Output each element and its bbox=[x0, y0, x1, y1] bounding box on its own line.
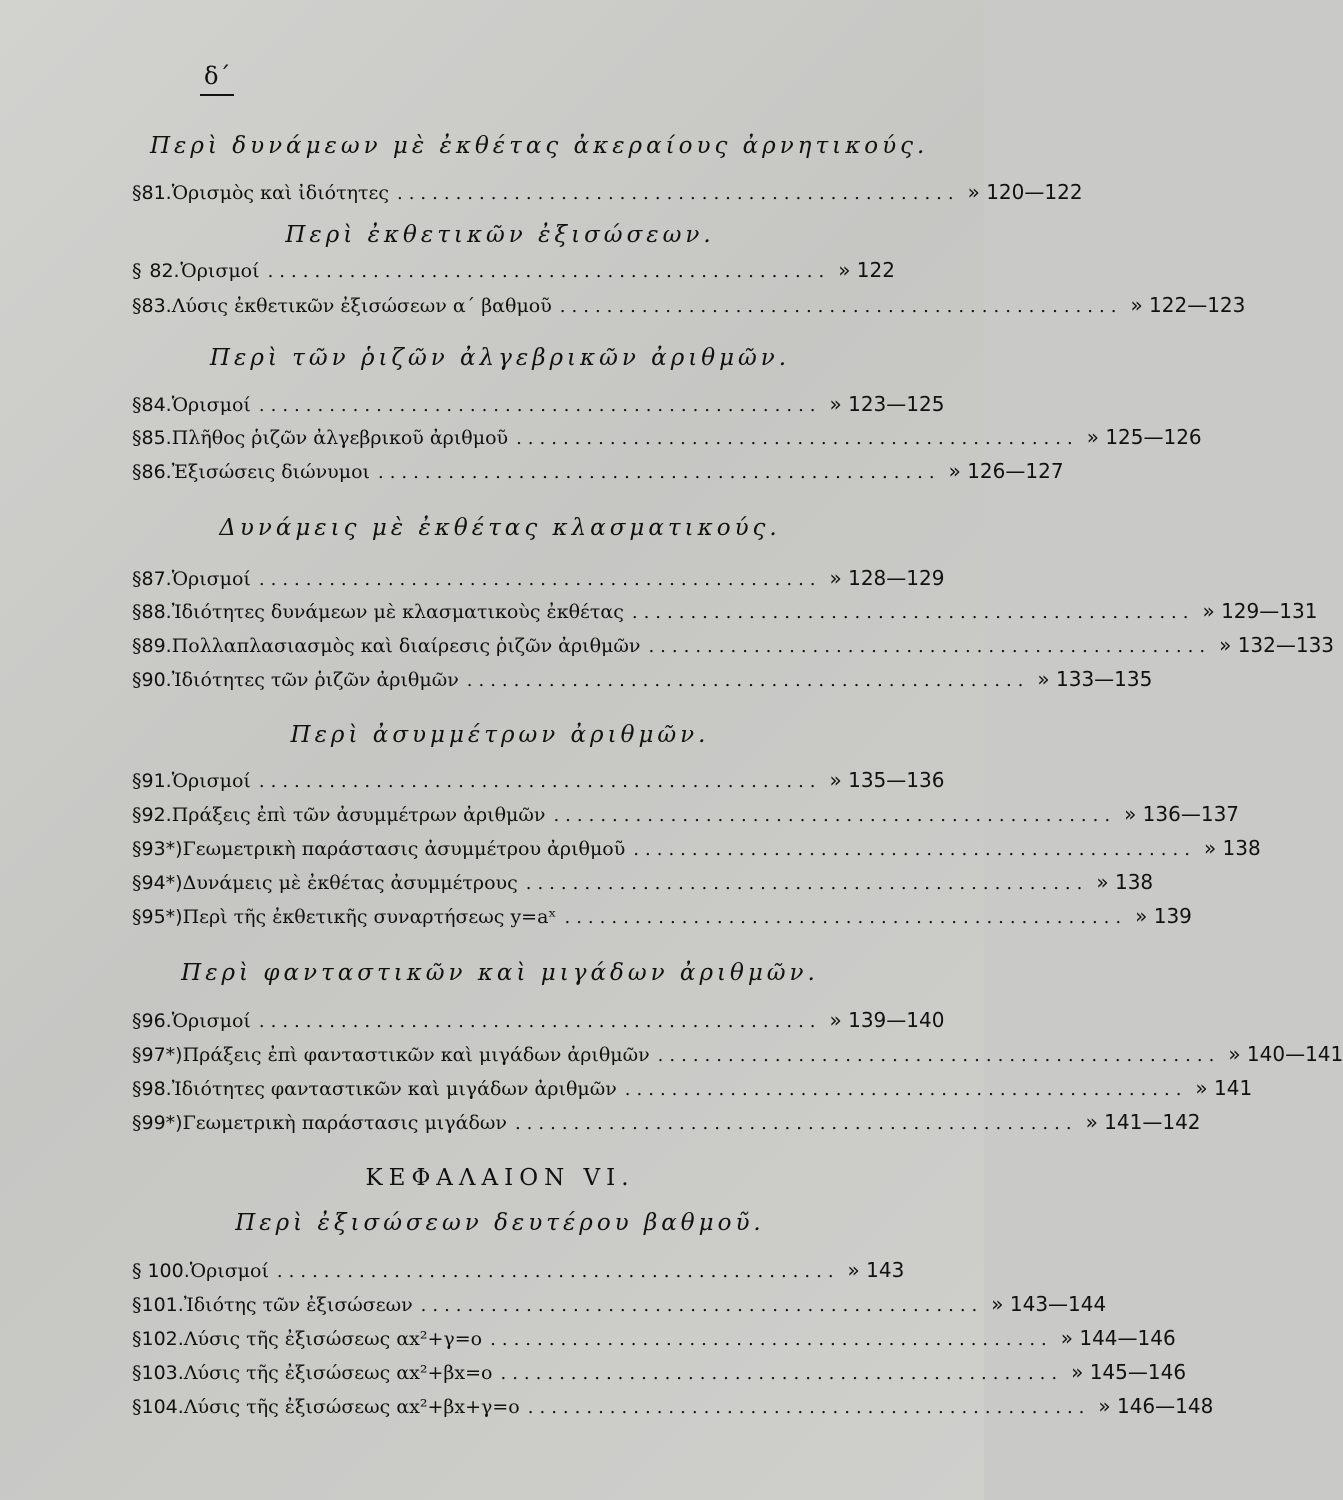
toc-entry bbox=[132, 1394, 1214, 1428]
dot-leader: ................................................ bbox=[657, 1045, 1221, 1066]
entry-number: 97*) bbox=[141, 1044, 183, 1066]
entry-number: 92. bbox=[141, 804, 172, 826]
toc-entry bbox=[132, 667, 1153, 701]
entry-title: Ὁρισμοί bbox=[171, 770, 251, 792]
dot-leader: ................................................ bbox=[258, 395, 822, 416]
section-sign: § bbox=[132, 260, 142, 282]
entry-number: 95*) bbox=[141, 906, 183, 928]
dot-leader: ................................................ bbox=[500, 1363, 1064, 1384]
section-heading: Περὶ ἀσυμμέτρων ἀριθμῶν. bbox=[290, 722, 710, 748]
entry-pages: » 123—125 bbox=[829, 392, 945, 416]
dot-leader: ................................................ bbox=[633, 839, 1196, 860]
entry-title: Πλῆθος ῥιζῶν ἀλγεβρικοῦ ἀριθμοῦ bbox=[171, 427, 509, 449]
dot-leader: ................................................ bbox=[258, 1011, 822, 1032]
toc-entry bbox=[132, 599, 1318, 633]
entry-title: Λύσις ἐκθετικῶν ἐξισώσεων α΄ βαθμοῦ bbox=[171, 295, 552, 317]
section-heading: Περὶ τῶν ῥιζῶν ἀλγεβρικῶν ἀριθμῶν. bbox=[209, 345, 791, 371]
section-sign: § bbox=[132, 601, 142, 623]
dot-leader: ................................................ bbox=[514, 1113, 1078, 1134]
toc-entry bbox=[132, 392, 945, 426]
section-sign: § bbox=[132, 182, 142, 204]
toc-entry bbox=[132, 1292, 1107, 1326]
toc-entry bbox=[132, 904, 1192, 938]
entry-number: 93*) bbox=[141, 838, 183, 860]
toc-entry bbox=[132, 1008, 945, 1042]
entry-pages: » 144—146 bbox=[1060, 1326, 1176, 1350]
entry-number: 101. bbox=[141, 1294, 184, 1316]
entry-number: 82. bbox=[149, 260, 180, 282]
dot-leader: ................................................ bbox=[420, 1295, 984, 1316]
section-sign: § bbox=[132, 1112, 142, 1134]
entry-pages: » 122 bbox=[838, 258, 895, 282]
dot-leader: ................................................ bbox=[564, 907, 1128, 928]
dot-leader: ................................................ bbox=[258, 569, 822, 590]
entry-number: 96. bbox=[141, 1010, 172, 1032]
section-sign: § bbox=[132, 394, 142, 416]
entry-title: Ἰδιότητες δυνάμεων μὲ κλασματικοὺς ἐκθέτας bbox=[171, 601, 624, 623]
entry-title: Ὁρισμοί bbox=[180, 260, 260, 282]
section-sign: § bbox=[132, 295, 142, 317]
entry-number: 94*) bbox=[141, 872, 183, 894]
entry-number: 100. bbox=[147, 1260, 190, 1282]
entry-pages: » 140—141 bbox=[1228, 1042, 1343, 1066]
entry-number: 91. bbox=[141, 770, 172, 792]
entry-pages: » 135—136 bbox=[829, 768, 945, 792]
toc-entry bbox=[132, 258, 922, 292]
entry-pages: » 129—131 bbox=[1202, 599, 1318, 623]
toc-entry bbox=[132, 459, 1064, 493]
entry-number: 88. bbox=[141, 601, 172, 623]
section-heading: Περὶ ἐξισώσεων δευτέρου βαθμοῦ. bbox=[235, 1210, 765, 1236]
toc-entry bbox=[132, 1110, 1201, 1144]
entry-title: Πράξεις ἐπὶ τῶν ἀσυμμέτρων ἀριθμῶν bbox=[171, 804, 546, 826]
dot-leader: ................................................ bbox=[258, 771, 822, 792]
dot-leader: ................................................ bbox=[525, 873, 1089, 894]
entry-number: 104. bbox=[141, 1396, 184, 1418]
entry-pages: » 133—135 bbox=[1037, 667, 1153, 691]
entry-pages: » 145—146 bbox=[1071, 1360, 1187, 1384]
entry-title: Ὁρισμοί bbox=[189, 1260, 269, 1282]
dot-leader: ................................................ bbox=[516, 428, 1079, 449]
toc-entry bbox=[132, 802, 1240, 836]
toc-entry bbox=[132, 633, 1335, 667]
section-heading: Περὶ δυνάμεων μὲ ἐκθέτας ἀκεραίους ἀρνητικούς. bbox=[150, 133, 929, 159]
section-sign: § bbox=[132, 427, 142, 449]
dot-leader: ................................................ bbox=[624, 1079, 1188, 1100]
entry-title: Ὁρισμοί bbox=[171, 394, 251, 416]
section-sign: § bbox=[132, 1396, 142, 1418]
entry-title: Ἰδιότητες φανταστικῶν καὶ μιγάδων ἀριθμῶν bbox=[171, 1078, 617, 1100]
entry-number: 103. bbox=[141, 1362, 184, 1384]
entry-title: Γεωμετρικὴ παράστασις μιγάδων bbox=[182, 1112, 507, 1134]
toc-entry bbox=[132, 425, 1202, 459]
entry-number: 83. bbox=[141, 295, 172, 317]
entry-title: Ὁρισμοί bbox=[171, 568, 251, 590]
entry-pages: » 126—127 bbox=[948, 459, 1064, 483]
dot-leader: ................................................ bbox=[490, 1329, 1053, 1350]
entry-pages: » 128—129 bbox=[829, 566, 945, 590]
entry-number: 81. bbox=[141, 182, 172, 204]
entry-pages: » 120—122 bbox=[967, 180, 1083, 204]
entry-title: Λύσις τῆς ἐξισώσεως αx²+γ=ο bbox=[183, 1328, 483, 1350]
section-heading: Δυνάμεις μὲ ἐκθέτας κλασματικούς. bbox=[219, 515, 781, 541]
toc-entry bbox=[132, 870, 1154, 904]
entry-number: 99*) bbox=[141, 1112, 183, 1134]
section-sign: § bbox=[132, 635, 142, 657]
section-sign: § bbox=[132, 1362, 142, 1384]
entry-number: 102. bbox=[141, 1328, 184, 1350]
section-sign: § bbox=[132, 838, 142, 860]
section-sign: § bbox=[132, 770, 142, 792]
entry-title: Δυνάμεις μὲ ἐκθέτας ἀσυμμέτρους bbox=[182, 872, 518, 894]
dot-leader: ................................................ bbox=[527, 1397, 1091, 1418]
section-sign: § bbox=[132, 872, 142, 894]
dot-leader: ................................................ bbox=[276, 1261, 840, 1282]
dot-leader: ................................................ bbox=[553, 805, 1117, 826]
entry-title: Ὁρισμοί bbox=[171, 1010, 251, 1032]
entry-number: 89. bbox=[141, 635, 172, 657]
section-sign: § bbox=[132, 1010, 142, 1032]
entry-number: 90. bbox=[141, 669, 172, 691]
entry-pages: » 132—133 bbox=[1219, 633, 1335, 657]
section-sign: § bbox=[132, 1078, 142, 1100]
toc-entry bbox=[132, 1360, 1187, 1394]
section-sign: § bbox=[132, 461, 142, 483]
section-sign: § bbox=[132, 669, 142, 691]
entry-pages: » 136—137 bbox=[1124, 802, 1240, 826]
entry-pages: » 139—140 bbox=[829, 1008, 945, 1032]
entry-title: Πράξεις ἐπὶ φανταστικῶν καὶ μιγάδων ἀριθμῶν bbox=[182, 1044, 650, 1066]
dot-leader: ................................................ bbox=[396, 183, 960, 204]
entry-pages: » 138 bbox=[1203, 836, 1261, 860]
entry-number: 87. bbox=[141, 568, 172, 590]
toc-entry bbox=[132, 180, 1083, 214]
section-sign: § bbox=[132, 804, 142, 826]
dot-leader: ................................................ bbox=[466, 670, 1030, 691]
toc-entry bbox=[132, 1258, 922, 1292]
entry-pages: » 141 bbox=[1195, 1076, 1253, 1100]
entry-pages: » 141—142 bbox=[1085, 1110, 1201, 1134]
entry-pages: » 125—126 bbox=[1086, 425, 1202, 449]
section-sign: § bbox=[132, 1044, 142, 1066]
entry-title: Περὶ τῆς ἐκθετικῆς συναρτήσεως y=aˣ bbox=[182, 906, 557, 928]
toc-entry bbox=[132, 768, 945, 802]
entry-pages: » 139 bbox=[1135, 904, 1192, 928]
entry-number: 84. bbox=[141, 394, 172, 416]
section-heading: Περὶ φανταστικῶν καὶ μιγάδων ἀριθμῶν. bbox=[181, 960, 819, 986]
section-sign: § bbox=[132, 1294, 142, 1316]
toc-entry bbox=[132, 836, 1261, 870]
toc-entry bbox=[132, 1326, 1176, 1360]
dot-leader: ................................................ bbox=[631, 602, 1195, 623]
page-number: δ΄ bbox=[200, 62, 234, 96]
section-heading: Περὶ ἐκθετικῶν ἐξισώσεων. bbox=[285, 222, 715, 248]
entry-number: 85. bbox=[141, 427, 172, 449]
dot-leader: ................................................ bbox=[648, 636, 1212, 657]
entry-title: Λύσις τῆς ἐξισώσεως αx²+βx+γ=ο bbox=[183, 1396, 520, 1418]
toc-entry bbox=[132, 566, 945, 600]
toc-entry bbox=[132, 293, 1246, 327]
entry-title: Γεωμετρικὴ παράστασις ἀσυμμέτρου ἀριθμοῦ bbox=[182, 838, 626, 860]
entry-pages: » 143—144 bbox=[991, 1292, 1107, 1316]
dot-leader: ................................................ bbox=[377, 462, 941, 483]
chapter-title: ΚΕΦΑΛΑΙΟΝ VI. bbox=[365, 1165, 635, 1191]
entry-pages: » 143 bbox=[847, 1258, 905, 1282]
entry-title: Λύσις τῆς ἐξισώσεως αx²+βx=ο bbox=[183, 1362, 493, 1384]
dot-leader: ................................................ bbox=[267, 261, 831, 282]
entry-pages: » 138 bbox=[1096, 870, 1154, 894]
toc-entry bbox=[132, 1076, 1253, 1110]
entry-title: Ὁρισμὸς καὶ ἰδιότητες bbox=[171, 182, 389, 204]
entry-title: Πολλαπλασιασμὸς καὶ διαίρεσις ῥιζῶν ἀριθμῶν bbox=[171, 635, 641, 657]
toc-entry bbox=[132, 1042, 1343, 1076]
section-sign: § bbox=[132, 1328, 142, 1350]
entry-title: Ἐξισώσεις διώνυμοι bbox=[171, 461, 370, 483]
dot-leader: ................................................ bbox=[559, 296, 1123, 317]
section-sign: § bbox=[132, 906, 142, 928]
entry-title: Ἰδιότητες τῶν ῥιζῶν ἀριθμῶν bbox=[171, 669, 459, 691]
section-sign: § bbox=[132, 568, 142, 590]
entry-title: Ἰδιότης τῶν ἐξισώσεων bbox=[183, 1294, 413, 1316]
entry-pages: » 146—148 bbox=[1098, 1394, 1214, 1418]
section-sign: § bbox=[132, 1260, 142, 1282]
entry-number: 98. bbox=[141, 1078, 172, 1100]
entry-pages: » 122—123 bbox=[1130, 293, 1246, 317]
entry-number: 86. bbox=[141, 461, 172, 483]
